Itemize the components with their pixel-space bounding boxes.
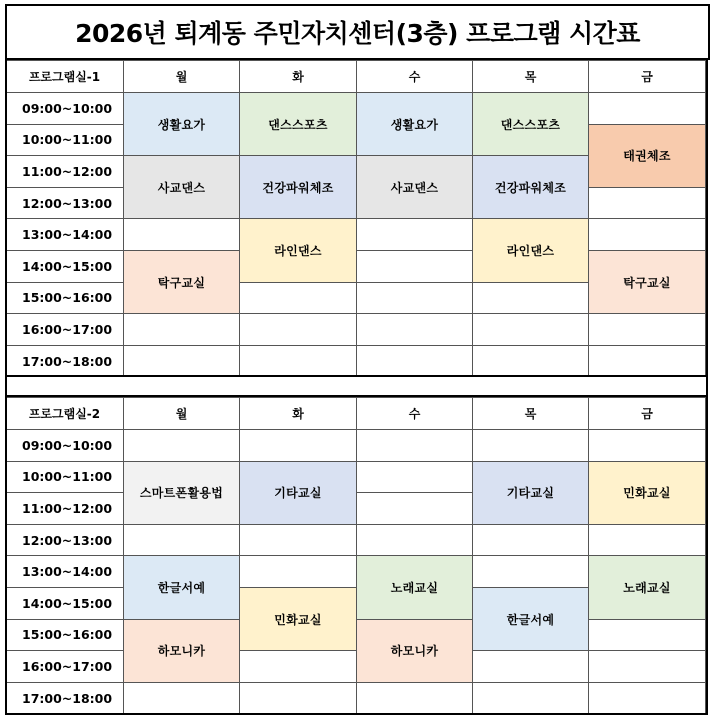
empty-cell — [589, 93, 706, 125]
empty-cell — [473, 345, 589, 377]
time-slot: 10:00~11:00 — [6, 461, 124, 493]
room-name: 프로그램실-2 — [6, 398, 124, 430]
program-cell: 탁구교실 — [124, 250, 240, 313]
empty-cell — [240, 556, 357, 588]
empty-cell — [473, 524, 589, 556]
empty-cell — [473, 430, 589, 462]
time-slot: 09:00~10:00 — [6, 93, 124, 125]
program-cell: 라인댄스 — [473, 219, 589, 282]
empty-cell — [589, 524, 706, 556]
program-cell: 노래교실 — [357, 556, 473, 619]
empty-cell — [124, 219, 240, 251]
empty-cell — [357, 682, 473, 714]
empty-cell — [589, 651, 706, 683]
day-header: 수 — [357, 61, 473, 93]
program-cell: 스마트폰활용법 — [124, 461, 240, 524]
empty-cell — [357, 430, 473, 462]
program-cell: 노래교실 — [589, 556, 706, 619]
empty-cell — [473, 314, 589, 346]
program-cell: 댄스스포츠 — [473, 93, 589, 156]
room2-schedule-table — [5, 397, 706, 714]
room-name: 프로그램실-1 — [6, 61, 124, 93]
time-slot: 12:00~13:00 — [6, 524, 124, 556]
empty-cell — [473, 556, 589, 588]
time-slot: 13:00~14:00 — [6, 219, 124, 251]
program-cell: 생활요가 — [357, 93, 473, 156]
time-slot: 16:00~17:00 — [6, 314, 124, 346]
time-slot: 14:00~15:00 — [6, 250, 124, 282]
program-cell: 민화교실 — [240, 587, 357, 650]
empty-cell — [124, 345, 240, 377]
empty-cell — [589, 187, 706, 219]
time-slot: 10:00~11:00 — [6, 124, 124, 156]
empty-cell — [473, 282, 589, 314]
empty-cell — [124, 430, 240, 462]
program-cell: 한글서예 — [124, 556, 240, 619]
day-header: 금 — [589, 398, 706, 430]
program-cell: 하모니카 — [357, 619, 473, 682]
program-cell: 탁구교실 — [589, 250, 706, 313]
empty-cell — [240, 314, 357, 346]
time-slot: 16:00~17:00 — [6, 651, 124, 683]
day-header: 목 — [473, 398, 589, 430]
day-header: 화 — [240, 61, 357, 93]
empty-cell — [589, 430, 706, 462]
empty-cell — [589, 619, 706, 651]
empty-cell — [240, 651, 357, 683]
room1-schedule-table — [5, 60, 706, 377]
empty-cell — [240, 430, 357, 462]
day-header: 월 — [124, 61, 240, 93]
time-slot: 14:00~15:00 — [6, 587, 124, 619]
empty-cell — [357, 282, 473, 314]
empty-cell — [357, 524, 473, 556]
section-gap — [5, 375, 708, 397]
empty-cell — [473, 682, 589, 714]
program-cell: 생활요가 — [124, 93, 240, 156]
empty-cell — [357, 250, 473, 282]
time-slot: 15:00~16:00 — [6, 282, 124, 314]
empty-cell — [124, 314, 240, 346]
day-header: 월 — [124, 398, 240, 430]
program-cell: 태권체조 — [589, 124, 706, 187]
time-slot: 09:00~10:00 — [6, 430, 124, 462]
empty-cell — [589, 314, 706, 346]
time-slot: 17:00~18:00 — [6, 682, 124, 714]
time-slot: 13:00~14:00 — [6, 556, 124, 588]
timetable-sheet — [5, 4, 710, 716]
program-cell: 건강파워체조 — [240, 156, 357, 219]
program-cell: 사교댄스 — [357, 156, 473, 219]
empty-cell — [357, 461, 473, 493]
empty-cell — [240, 282, 357, 314]
empty-cell — [240, 524, 357, 556]
time-slot: 17:00~18:00 — [6, 345, 124, 377]
time-slot: 12:00~13:00 — [6, 187, 124, 219]
program-cell: 라인댄스 — [240, 219, 357, 282]
day-header: 화 — [240, 398, 357, 430]
program-cell: 한글서예 — [473, 587, 589, 650]
time-slot: 15:00~16:00 — [6, 619, 124, 651]
empty-cell — [357, 345, 473, 377]
empty-cell — [589, 682, 706, 714]
empty-cell — [240, 345, 357, 377]
time-slot: 11:00~12:00 — [6, 156, 124, 188]
empty-cell — [357, 314, 473, 346]
empty-cell — [357, 219, 473, 251]
program-cell: 기타교실 — [473, 461, 589, 524]
empty-cell — [124, 682, 240, 714]
empty-cell — [124, 524, 240, 556]
page-title: 2026년 퇴계동 주민자치센터(3층) 프로그램 시간표 — [5, 4, 710, 60]
program-cell: 하모니카 — [124, 619, 240, 682]
program-cell: 민화교실 — [589, 461, 706, 524]
day-header: 금 — [589, 61, 706, 93]
day-header: 수 — [357, 398, 473, 430]
empty-cell — [589, 219, 706, 251]
day-header: 목 — [473, 61, 589, 93]
program-cell: 기타교실 — [240, 461, 357, 524]
program-cell: 댄스스포츠 — [240, 93, 357, 156]
program-cell: 건강파워체조 — [473, 156, 589, 219]
empty-cell — [473, 651, 589, 683]
empty-cell — [357, 493, 473, 525]
empty-cell — [240, 682, 357, 714]
program-cell: 사교댄스 — [124, 156, 240, 219]
time-slot: 11:00~12:00 — [6, 493, 124, 525]
empty-cell — [589, 345, 706, 377]
